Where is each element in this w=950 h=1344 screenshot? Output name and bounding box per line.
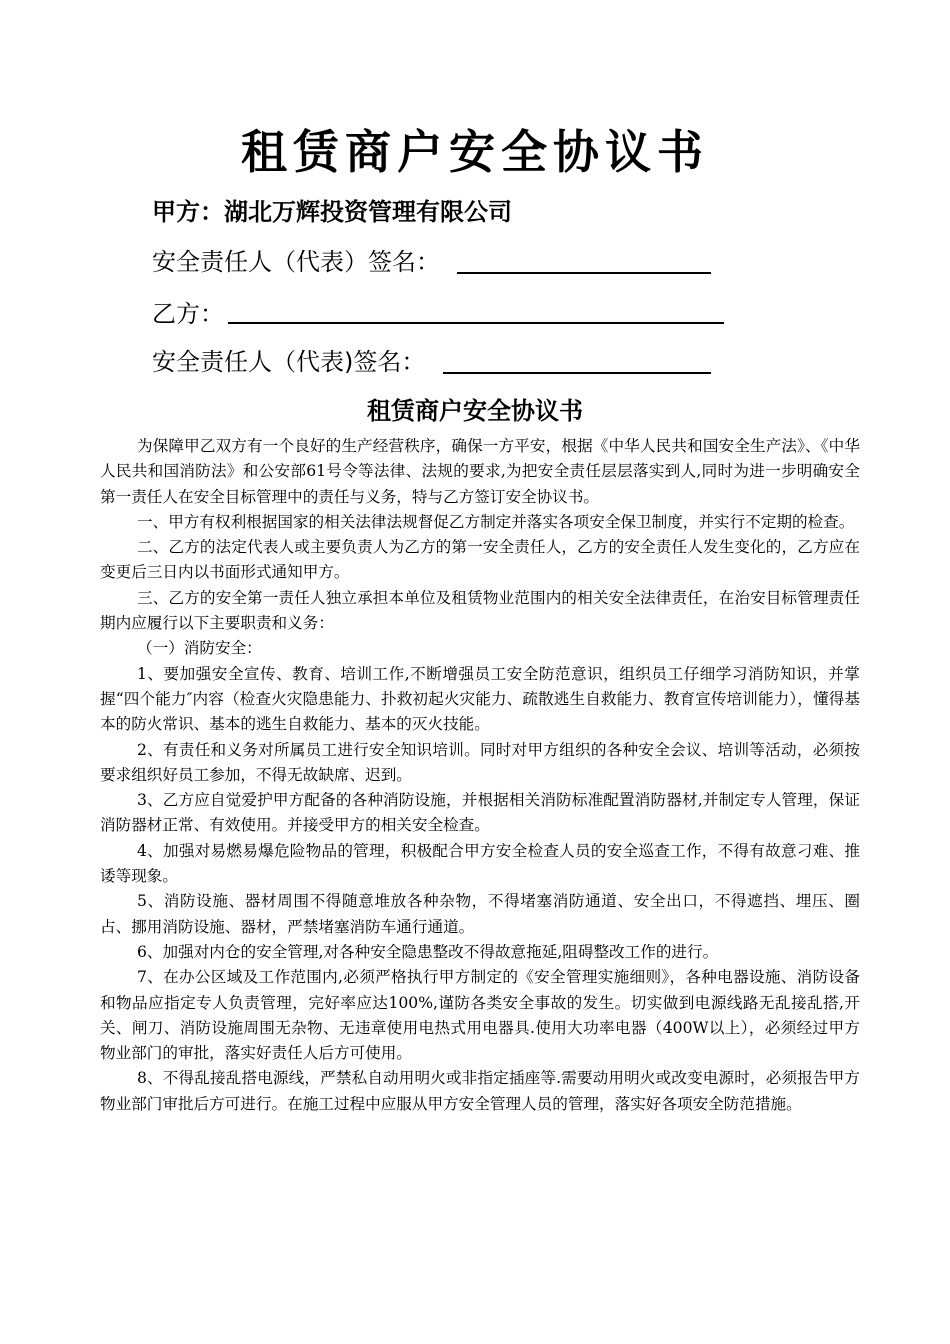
fire-item-6: 6、加强对内仓的安全管理,对各种安全隐患整改不得故意拖延,阻碍整改工作的进行。 bbox=[137, 942, 719, 961]
clause-2-paragraph: 二、乙方的法定代表人或主要负责人为乙方的第一安全责任人，乙方的安全责任人发生变化的，乙方应在变更后三日内以书面形式通知甲方。 bbox=[100, 538, 860, 582]
fire-item-5: 5、消防设施、器材周围不得随意堆放各种杂物，不得堵塞消防通道、安全出口，不得遮挡、埋压、圈占、挪用消防设施、器材，严禁堵塞消防车通行通道。 bbox=[100, 892, 860, 936]
fire-item-8: 8、不得乱接乱搭电源线，严禁私自动用明火或非指定插座等.需要动用明火或改变电源时，必须报告甲方物业部门审批后方可进行。在施工过程中应服从甲方安全管理人员的管理，落实好各项安全防范措施。 bbox=[100, 1069, 860, 1113]
preamble-paragraph: 为保障甲乙双方有一个良好的生产经营秩序，确保一方平安，根据《中华人民共和国安全生产法》、《中华人民共和国消防法》和公安部61号令等法律、法规的要求,为把安全责任层层落实到人,同时为进一步明确安全第一责任人在安全目标管理中的责任与义务，特与乙方签订安全协议书。 bbox=[100, 437, 860, 506]
agreement-body bbox=[100, 434, 860, 1117]
fire-item-1: 1、要加强安全宣传、教育、培训工作,不断增强员工安全防范意识，组织员工仔细学习消防知识，并掌握“四个能力″内容（检查火灾隐患能力、扑救初起火灾能力、疏散逃生自救能力、教育宣传培训能力），懂得基本的防火常识、基本的逃生自救能力、基本的灭火技能。 bbox=[100, 664, 860, 734]
party-a-value: 湖北万辉投资管理有限公司 bbox=[224, 198, 512, 226]
document-title: 租赁商户安全协议书 bbox=[241, 125, 709, 179]
clause-3-paragraph: 三、乙方的安全第一责任人独立承担本单位及租赁物业范围内的相关安全法律责任，在治安目标管理责任期内应履行以下主要职责和义务： bbox=[100, 588, 860, 633]
party-b-name-line[interactable] bbox=[228, 322, 724, 324]
fire-item-4: 4、加强对易燃易爆危险物品的管理，积极配合甲方安全检查人员的安全巡查工作，不得有故意刁难、推诿等现象。 bbox=[100, 841, 860, 886]
party-a-signature-line[interactable] bbox=[457, 272, 711, 274]
party-b-signer-row bbox=[152, 346, 425, 378]
party-a-label: 甲方： bbox=[152, 198, 224, 226]
section-fire-safety-heading: （一）消防安全： bbox=[137, 639, 262, 658]
party-a-signer-row bbox=[152, 246, 440, 278]
document-subtitle: 租赁商户安全协议书 bbox=[367, 397, 583, 425]
party-b-signer-label: 安全责任人（代表)签名： bbox=[152, 348, 426, 376]
party-b-label: 乙方： bbox=[152, 300, 224, 328]
party-a-signer-label: 安全责任人（代表）签名： bbox=[152, 248, 440, 276]
clause-1-paragraph: 一、甲方有权利根据国家的相关法律法规督促乙方制定并落实各项安全保卫制度，并实行不定期的检查。 bbox=[137, 512, 855, 531]
party-b-signature-line[interactable] bbox=[443, 372, 711, 374]
fire-item-2: 2、有责任和义务对所属员工进行安全知识培训。同时对甲方组织的各种安全会议、培训等活动，必须按要求组织好员工参加，不得无故缺席、迟到。 bbox=[100, 740, 860, 784]
fire-item-3: 3、乙方应自觉爱护甲方配备的各种消防设施，并根据相关消防标准配置消防器材,并制定专人管理，保证消防器材正常、有效使用。并接受甲方的相关安全检查。 bbox=[100, 791, 860, 835]
party-a-row bbox=[152, 196, 512, 228]
party-b-row bbox=[152, 298, 224, 330]
fire-item-7: 7、在办公区域及工作范围内,必须严格执行甲方制定的《安全管理实施细则》，各种电器设施、消防设备和物品应指定专人负责管理，完好率应达100%,谨防各类安全事故的发生。切实做到电源线路无乱接乱搭,开关、闸刀、消防设施周围无杂物、无违章使用电热式用电器具.使用大功率电器（400W以上），必须经过甲方物业部门的审批，落实好责任人后方可使用。 bbox=[100, 968, 860, 1063]
